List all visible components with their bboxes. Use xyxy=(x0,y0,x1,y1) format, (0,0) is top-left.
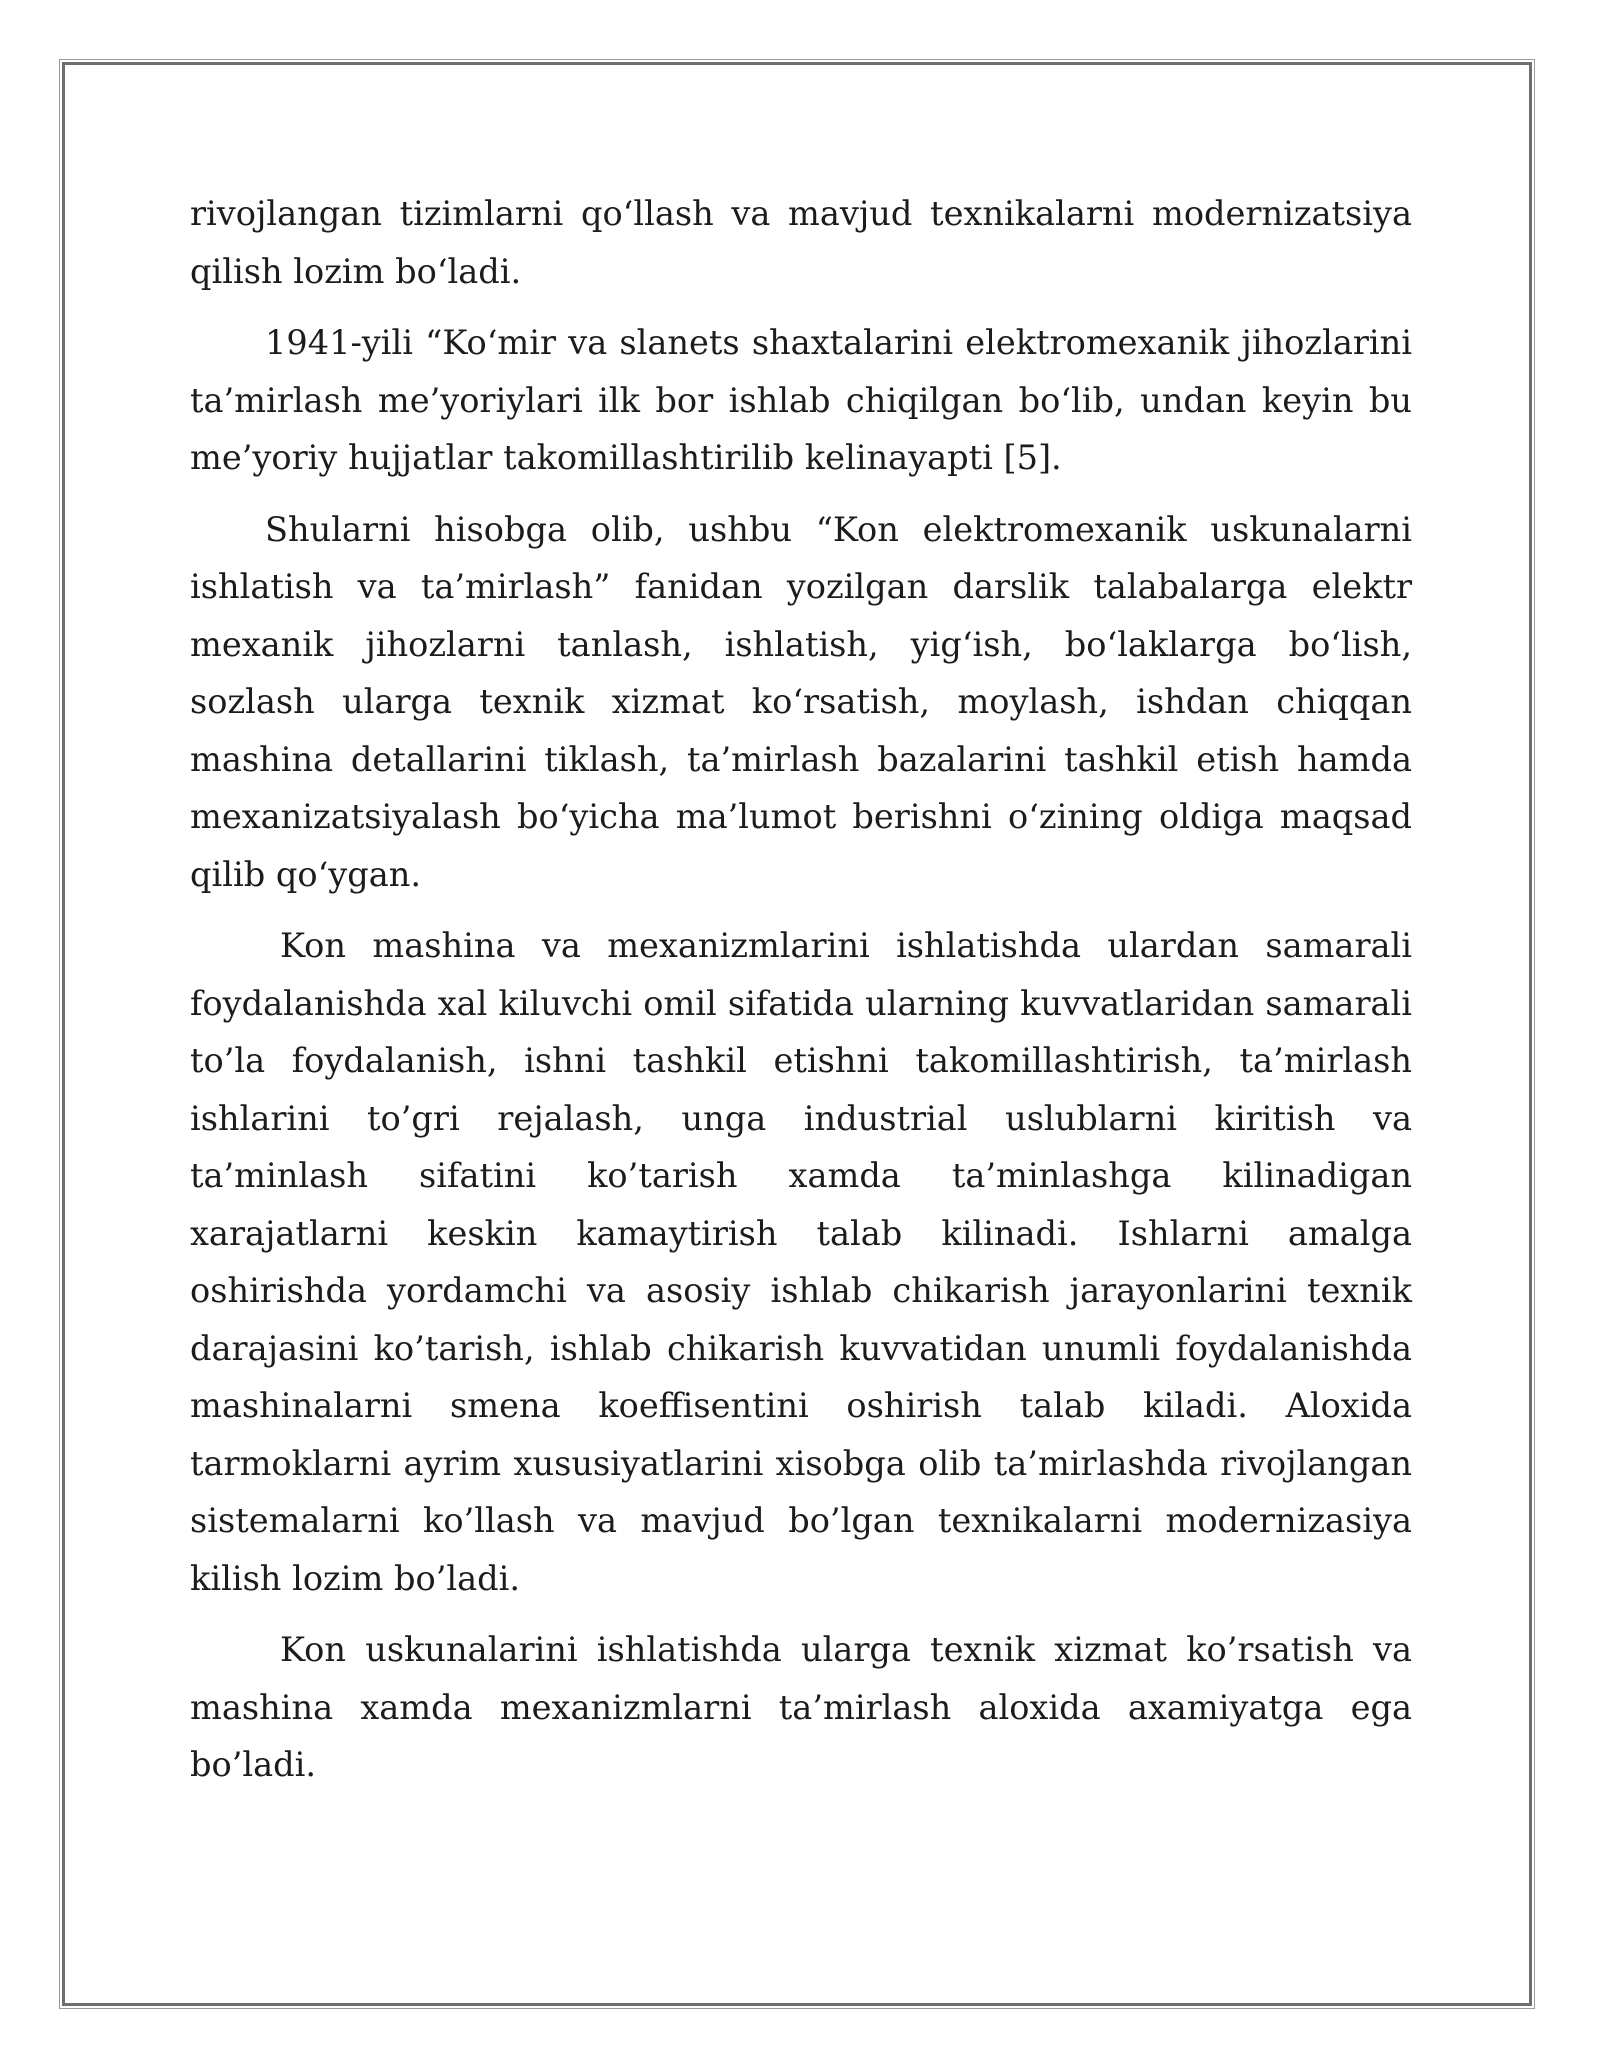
paragraph-history: 1941-yili “Ko‘mir va slanets shaxtalarini elektromexanik jihozlarini ta’mirlash me’yoriylari ilk bor ishlab chiqilgan bo‘lib, undan keyin bu me’yoriy hujjatlar takomillashtirilib kelinayapti [5]. xyxy=(190,323,1412,477)
document-body xyxy=(190,185,1412,1808)
paragraph-maintenance: Kon uskunalarini ishlatishda ularga texnik xizmat ko’rsatish va mashina xamda mexanizmlarni ta’mirlash aloxida axamiyatga ega bo’ladi. xyxy=(190,1630,1412,1784)
paragraph-continuation: rivojlangan tizimlarni qo‘llash va mavjud texnikalarni modernizatsiya qilish lozim bo‘ladi. xyxy=(190,194,1412,291)
paragraph-efficiency: Kon mashina va mexanizmlarini ishlatishda ulardan samarali foydalanishda xal kiluvchi omil sifatida ularning kuvvatlaridan samarali to’la foydalanish, ishni tashkil etishni takomillashtirish, ta’mirlash ishlarini to’gri rejalash, unga industrial uslublarni kiritish va ta’minlash sifatini ko’tarish xamda ta’minlashga kilinadigan xarajatlarni keskin kamaytirish talab kilinadi. Ishlarni amalga oshirishda yordamchi va asosiy ishlab chikarish jarayonlarini texnik darajasini ko’tarish, ishlab chikarish kuvvatidan unumli foydalanishda mashinalarni smena koeffisentini oshirish talab kiladi. Aloxida tarmoklarni ayrim xususiyatlarini xisobga olib ta’mirlashda rivojlangan sistemalarni ko’llash va mavjud bo’lgan texnikalarni modernizasiya kilish lozim bo’ladi. xyxy=(190,926,1412,1598)
paragraph-textbook-purpose: Shularni hisobga olib, ushbu “Kon elektromexanik uskunalarni ishlatish va ta’mirlash” fanidan yozilgan darslik talabalarga elektr mexanik jihozlarni tanlash, ishlatish, yig‘ish, bo‘laklarga bo‘lish, sozlash ularga texnik xizmat ko‘rsatish, moylash, ishdan chiqqan mashina detallarini tiklash, ta’mirlash bazalarini tashkil etish hamda mexanizatsiyalash bo‘yicha ma’lumot berishni o‘zining oldiga maqsad qilib qo‘ygan. xyxy=(190,509,1412,894)
